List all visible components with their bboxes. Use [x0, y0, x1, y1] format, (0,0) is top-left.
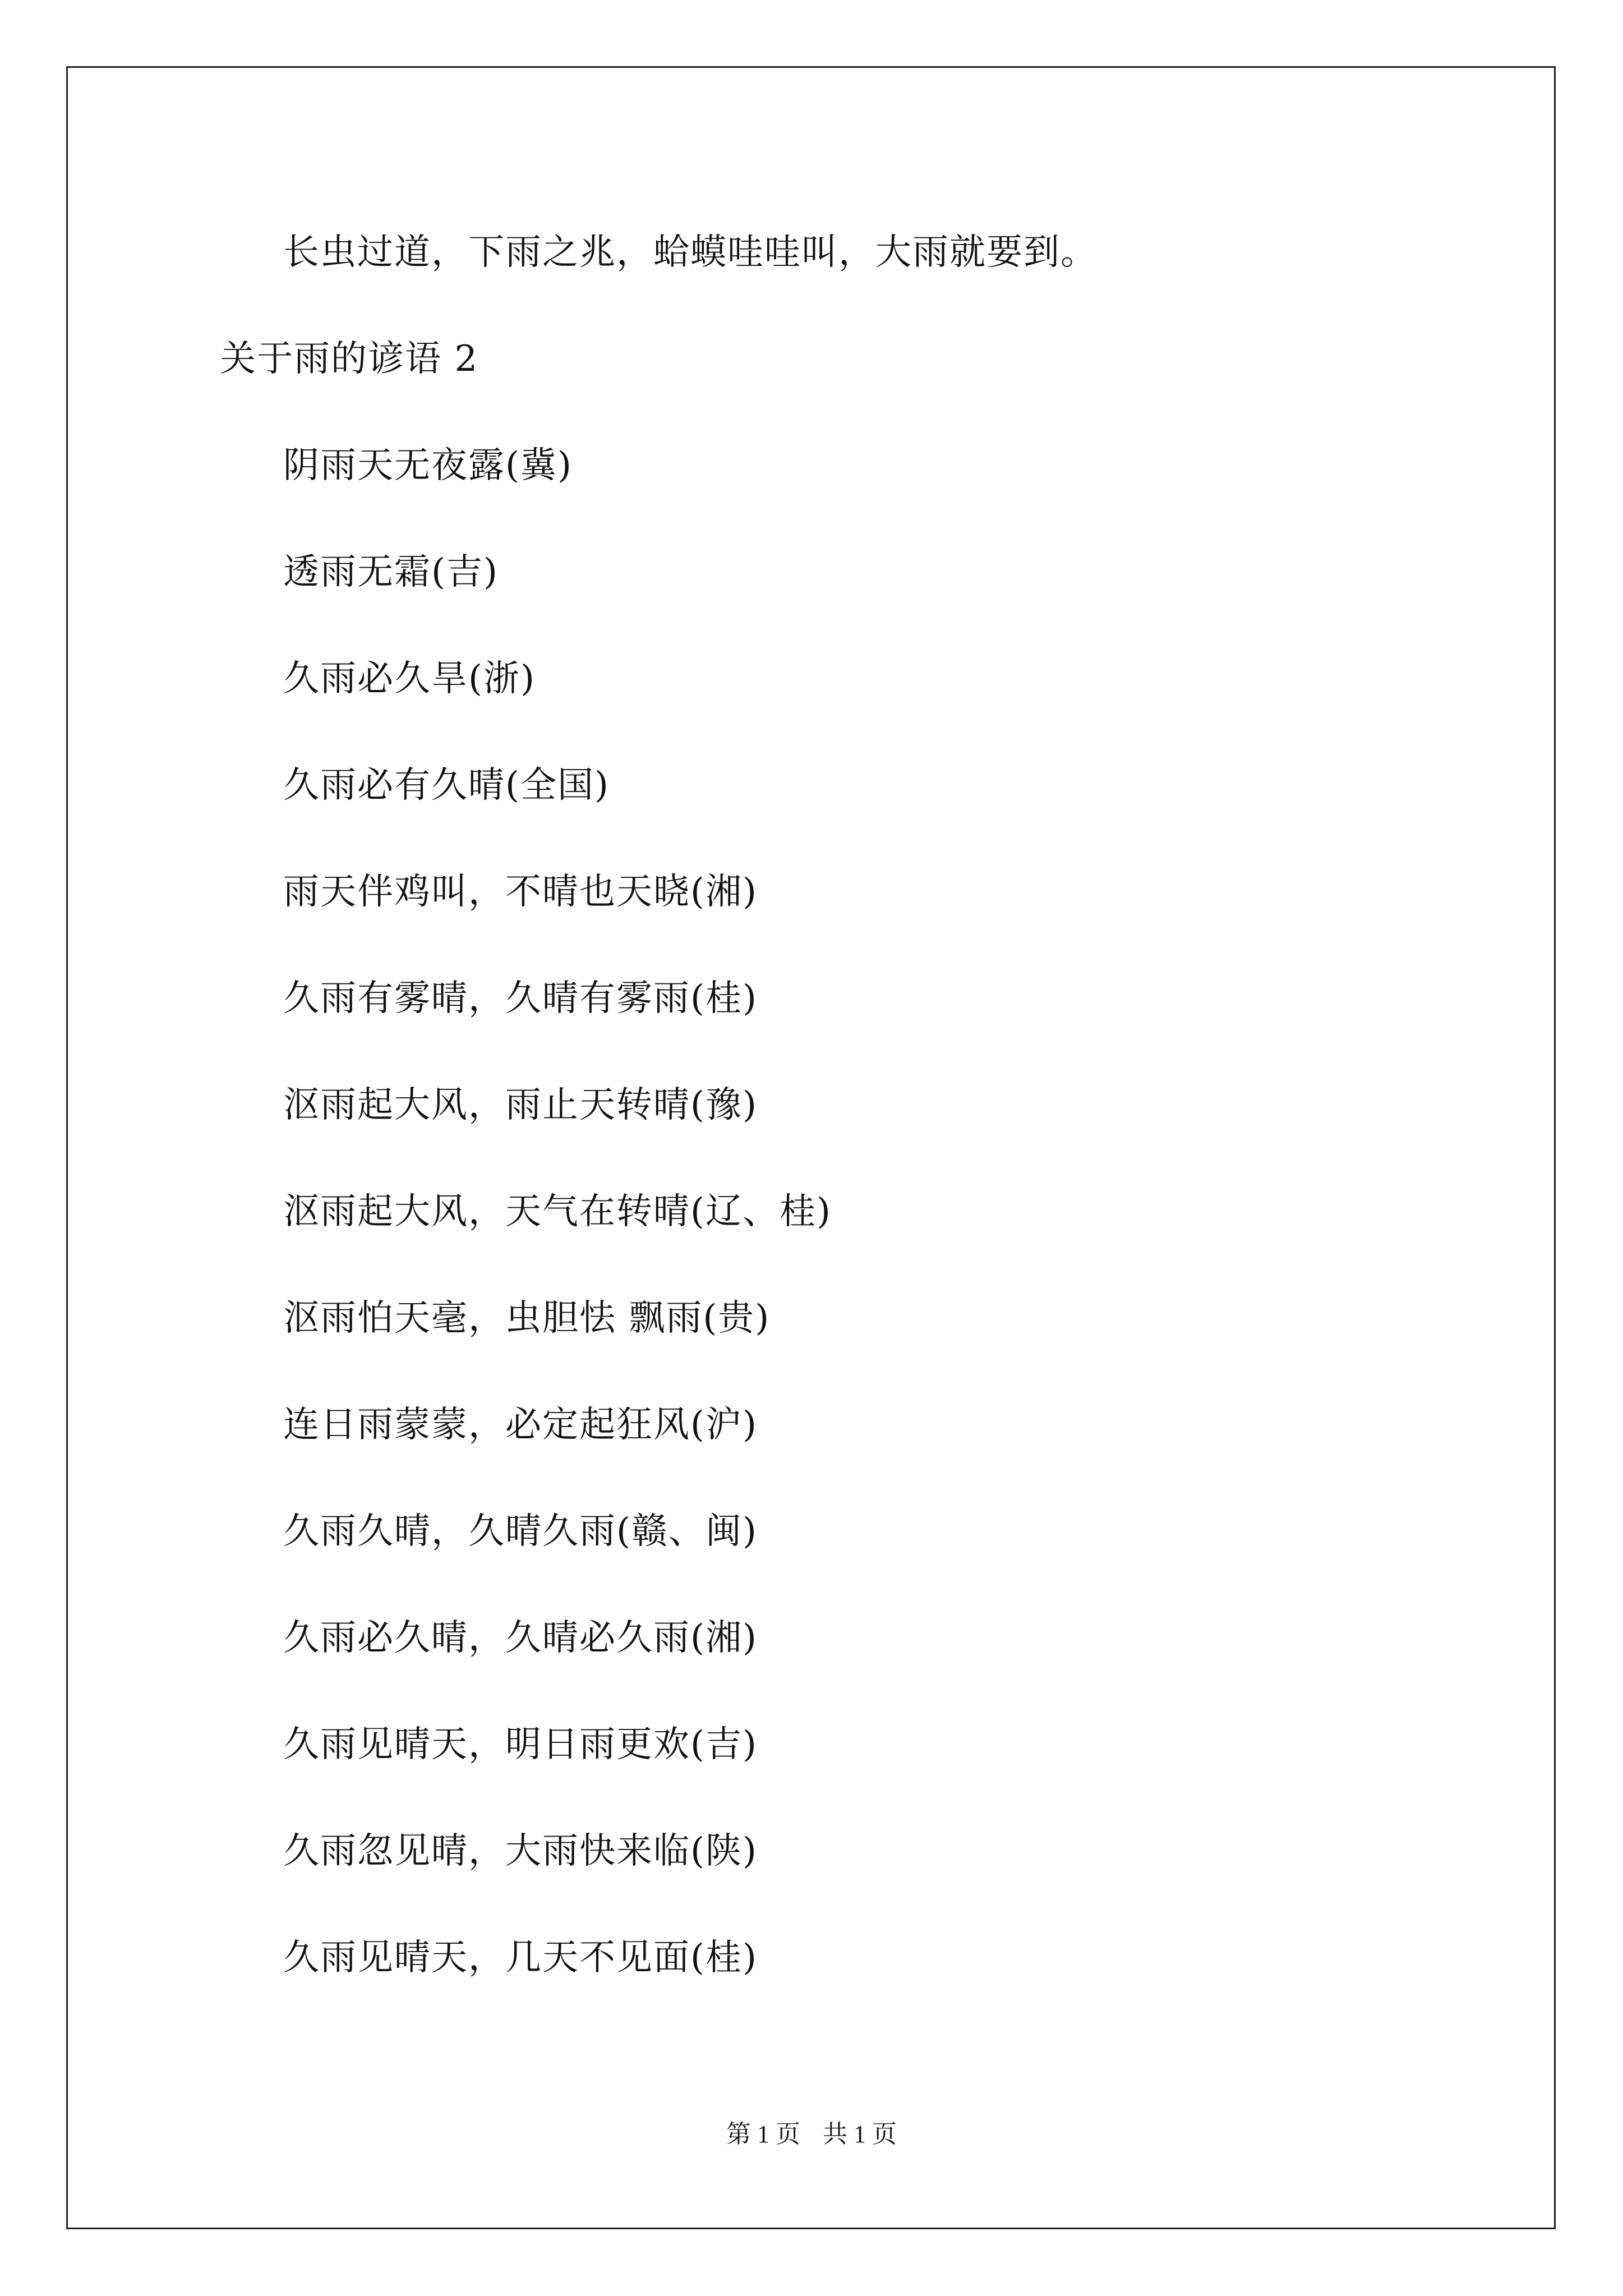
section-heading: 关于雨的谚语 2 [220, 338, 479, 380]
proverb-line: 久雨忽见晴，大雨快来临(陕) [283, 1830, 758, 1872]
page-number-total: 共 1 页 [823, 2120, 897, 2148]
proverb-line: 沤雨起大风，雨止天转晴(豫) [283, 1084, 758, 1126]
proverb-line: 久雨见晴天，几天不见面(桂) [283, 1937, 758, 1978]
proverb-line: 久雨久晴，久晴久雨(赣、闽) [283, 1511, 758, 1552]
proverb-line: 透雨无霜(吉) [283, 551, 499, 593]
proverb-line: 沤雨怕天毫，虫胆怯 飘雨(贵) [283, 1297, 771, 1339]
proverb-line: 阴雨天无夜露(冀) [283, 445, 573, 486]
page-footer [0, 2118, 1623, 2151]
proverb-line: 沤雨起大风，天气在转晴(辽、桂) [283, 1191, 832, 1232]
proverb-line: 久雨必有久晴(全国) [283, 765, 610, 806]
paragraph-line: 长虫过道，下雨之兆，蛤蟆哇哇叫，大雨就要到。 [283, 232, 1098, 273]
page-number-current: 第 1 页 [726, 2120, 800, 2148]
proverb-line: 雨天伴鸡叫，不晴也天晓(湘) [283, 871, 758, 913]
proverb-line: 久雨必久旱(浙) [283, 658, 536, 700]
proverb-line: 久雨见晴天，明日雨更欢(吉) [283, 1724, 758, 1765]
proverb-line: 久雨必久晴，久晴必久雨(湘) [283, 1617, 758, 1659]
proverb-line: 连日雨蒙蒙，必定起狂风(沪) [283, 1404, 758, 1446]
proverb-line: 久雨有雾晴，久晴有雾雨(桂) [283, 978, 758, 1019]
